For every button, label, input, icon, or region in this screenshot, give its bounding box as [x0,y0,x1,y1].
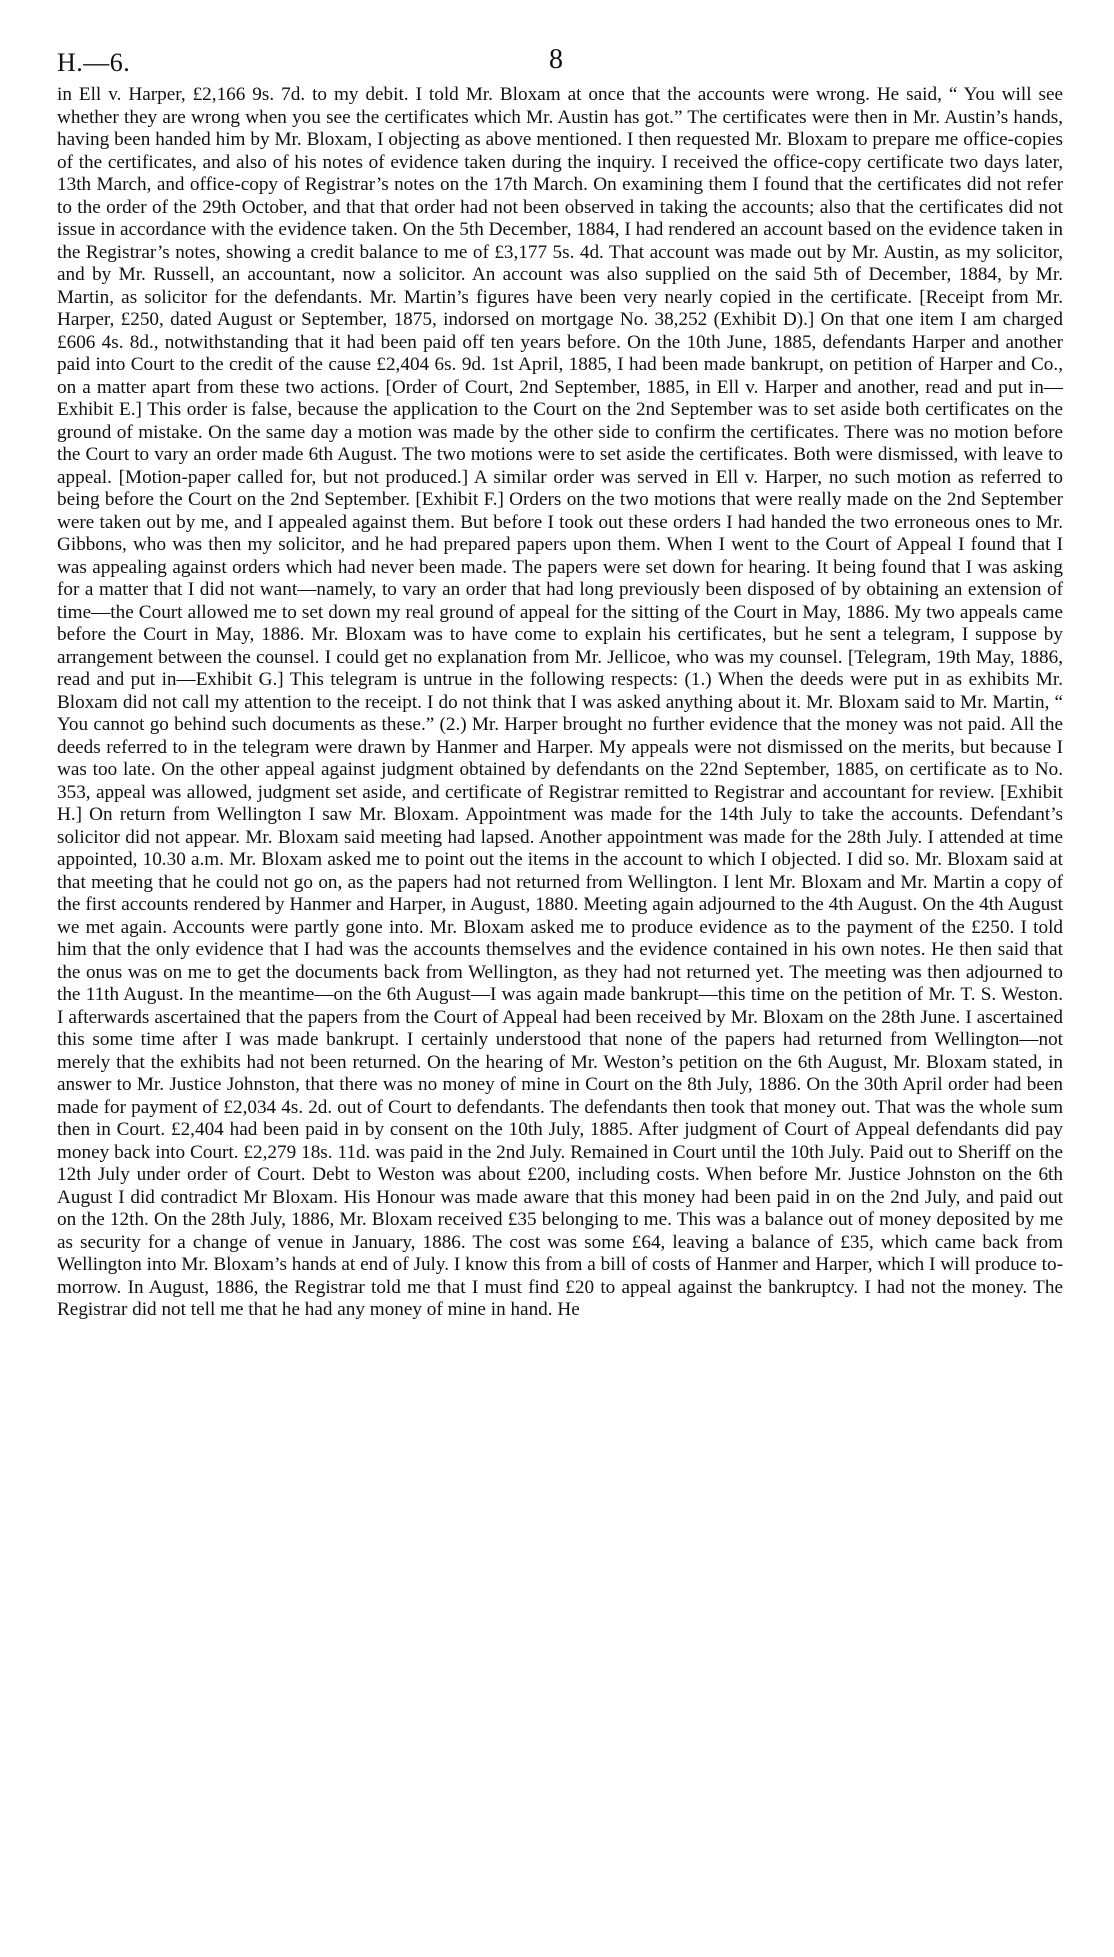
body-paragraph: in Ell v. Harper, £2,166 9s. 7d. to my debit. I told Mr. Bloxam at once that the accounts were wrong. He said, “ You will see whether they are wrong when you see the certificates which Mr. Austin has got.” The certificates were then in Mr. Austin’s hands, having been handed him by Mr. Bloxam, I objecting as above mentioned. I then requested Mr. Bloxam to prepare me office-copies of the certificates, and also of his notes of evidence taken during the inquiry. I received the office-copy certificate two days later, 13th March, and office-copy of Registrar’s notes on the 17th March. On examining them I found that the certificates did not refer to the order of the 29th October, and that that order had not been observed in taking the accounts; also that the certificates did not issue in accordance with the evidence taken. On the 5th December, 1884, I had rendered an account based on the evidence taken in the Registrar’s notes, showing a credit balance to me of £3,177 5s. 4d. That account was made out by Mr. Austin, as my solicitor, and by Mr. Russell, an accountant, now a solicitor. An account was also supplied on the said 5th of December, 1884, by Mr. Martin, as solicitor for the defendants. Mr. Martin’s figures have been very nearly copied in the certificate. [Receipt from Mr. Harper, £250, dated August or September, 1875, indorsed on mortgage No. 38,252 (Exhibit D).] On that one item I am charged £606 4s. 8d., notwithstanding that it had been paid off ten years before. On the 10th June, 1885, defendants Harper and another paid into Court to the credit of the cause £2,404 6s. 9d. 1st April, 1885, I had been made bankrupt, on petition of Harper and Co., on a matter apart from these two actions. [Order of Court, 2nd September, 1885, in Ell v. Harper and another, read and put in—Exhibit E.] This order is false, because the application to the Court on the 2nd September was to set aside both certificates on the ground of mistake. On the same day a motion was made by the other side to confirm the certificates. There was no motion before the Court to vary an order made 6th August. The two motions were to set aside the certificates. Both were dismissed, with leave to appeal. [Motion-paper called for, but not produced.] A similar order was served in Ell v. Harper, no such motion as referred to being before the Court on the 2nd September. [Exhibit F.] Orders on the two motions that were really made on the 2nd September were taken out by me, and I appealed against them. But before I took out these orders I had handed the two erroneous ones to Mr. Gibbons, who was then my solicitor, and he had prepared papers upon them. When I went to the Court of Appeal I found that I was appealing against orders which had never been made. The papers were set down for hearing. It being found that I was asking for a matter that I did not want—namely, to vary an order that had long previously been disposed of by obtaining an extension of time—the Court allowed me to set down my real ground of appeal for the sitting of the Court in May, 1886. My two appeals came before the Court in May, 1886. Mr. Bloxam was to have come to explain his certificates, but he sent a telegram, I suppose by arrangement between the counsel. I could get no explanation from Mr. Jellicoe, who was my counsel. [Telegram, 19th May, 1886, read and put in—Exhibit G.] This telegram is untrue in the following respects: (1.) When the deeds were put in as exhibits Mr. Bloxam did not call my attention to the receipt. I do not think that I was asked anything about it. Mr. Bloxam said to Mr. Martin, “ You cannot go behind such documents as these.” (2.) Mr. Harper brought no further evidence that the money was not paid. All the deeds referred to in the telegram were drawn by Hanmer and Harper. My appeals were not dismissed on the merits, but because I was too late. On the other appeal against judgment obtained by defendants on the 22nd September, 1885, on certificate as to No. 353, appeal was allowed, judgment set aside, and certificate of Registrar remitted to Registrar and accountant for review. [Exhibit H.] On return from Wellington I saw Mr. Bloxam. Appointment was made for the 14th July to take the accounts. Defendant’s solicitor did not appear. Mr. Bloxam said meeting had lapsed. Another appointment was made for the 28th July. I attended at time appointed, 10.30 a.m. Mr. Bloxam asked me to point out the items in the account to which I objected. I did so. Mr. Bloxam said at that meeting that he could not go on, as the papers had not returned from Wellington. I lent Mr. Bloxam and Mr. Martin a copy of the first accounts rendered by Hanmer and Harper, in August, 1880. Meeting again adjourned to the 4th August. On the 4th August we met again. Accounts were partly gone into. Mr. Bloxam asked me to produce evidence as to the payment of the £250. I told him that the only evidence that I had was the accounts themselves and the evidence contained in his own notes. He then said that the onus was on me to get the documents back from Wellington, as they had not returned yet. The meeting was then adjourned to the 11th August. In the meantime—on the 6th August—I was again made bankrupt—this time on the petition of Mr. T. S. Weston. I afterwards ascertained that the papers from the Court of Appeal had been received by Mr. Bloxam on the 28th June. I ascertained this some time after I was made bankrupt. I certainly understood that none of the papers had returned from Wellington—not merely that the exhibits had not been returned. On the hearing of Mr. Weston’s petition on the 6th August, Mr. Bloxam stated, in answer to Mr. Justice Johnston, that there was no money of mine in Court on the 8th July, 1886. On the 30th April order had been made for payment of £2,034 4s. 2d. out of Court to defendants. The defendants then took that money out. That was the whole sum then in Court. £2,404 had been paid in by consent on the 10th July, 1885. After judgment of Court of Appeal defendants did pay money back into Court. £2,279 18s. 11d. was paid in the 2nd July. Remained in Court until the 10th July. Paid out to Sheriff on the 12th July under order of Court. Debt to Weston was about £200, including costs. When before Mr. Justice Johnston on the 6th August I did contradict Mr Bloxam. His Honour was made aware that this money had been paid in on the 2nd July, and paid out on the 12th. On the 28th July, 1886, Mr. Bloxam received £35 belonging to me. This was a balance out of money deposited by me as security for a change of venue in January, 1886. The cost was some £64, leaving a balance of £35, which came back from Wellington into Mr. Bloxam’s hands at end of July. I know this from a bill of costs of Hanmer and Harper, which I will produce to-morrow. In August, 1886, the Registrar told me that I must find £20 to appeal against the bankruptcy. I had not the money. The Registrar did not tell me that he had any money of mine in hand. He [57,84,1063,1320]
parliamentary-paper-reference: H.—6. [57,48,131,77]
document-page [57,40,1063,1322]
page-header [57,40,1063,84]
page-number: 8 [549,44,563,75]
